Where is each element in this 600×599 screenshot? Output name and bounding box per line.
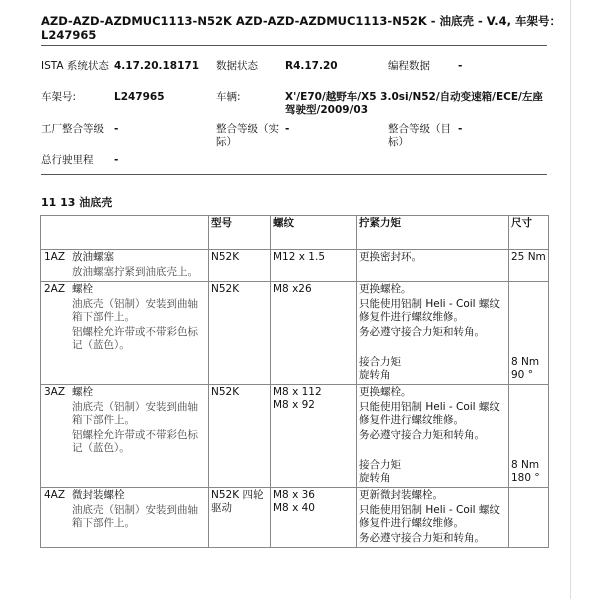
table-row [41,250,549,282]
programming-label: 编程数据 [388,60,430,72]
page-edge-line [570,0,571,599]
instruction-text: 更换螺栓。 [359,386,412,398]
size-cell [509,282,549,385]
vehicle-value: X'/E70/越野车/X5 3.0si/N52/自动变速箱/ECE/左座驾驶型/2009/03 [285,91,543,116]
size-cell [509,488,549,548]
programming-value: - [458,60,463,72]
target-level-value: - [458,123,463,135]
instruction-cell [357,250,509,282]
table-row [41,385,549,488]
position-code: 1AZ [44,251,66,263]
position-desc: 油底壳（铝制）安装到曲轴箱下部件上。 [72,504,198,529]
instruction-text: 更新微封装螺栓。 [359,489,443,501]
section-title: 11 13 油底壳 [41,196,113,209]
ista-value: 4.17.20.18171 [114,60,200,72]
position-desc-2: 铝螺栓允许带或不带彩色标记（蓝色）。 [72,429,198,454]
instruction-cell [357,488,509,548]
factory-level-label: 工厂整合等级 [41,123,104,135]
torque-value: 25 Nm [511,251,546,263]
angle-value: 90 ° [511,369,533,381]
header-thread: 螺纹 [271,216,357,250]
ista-label: ISTA 系统状态 [41,60,109,72]
vin-value: L247965 [114,91,165,103]
target-level-label: 整合等级（目标） [388,123,451,148]
thread-cell: M12 x 1.5 [271,250,357,282]
model-cell: N52K [209,282,271,385]
table-row [41,282,549,385]
mileage-value: - [114,154,119,166]
vin-label: 车架号: [41,91,77,103]
actual-level-label: 整合等级（实际） [216,123,279,148]
angle-label: 旋转角 [359,472,391,484]
document-title: AZD-AZD-AZDMUC1113-N52K AZD-AZD-AZDMUC1113-N52K - 油底壳 - V.4, 车架号：L247965 [41,14,561,42]
instruction-text-3: 务必遵守接合力矩和转角。 [359,532,485,544]
model-cell: N52K [209,250,271,282]
vehicle-label: 车辆: [216,91,241,103]
position-code: 4AZ [44,489,66,501]
model-cell: N52K 四轮驱动 [209,488,271,548]
thread-cell: M8 x 112 M8 x 92 [271,385,357,488]
position-name: 放油螺塞 [72,251,114,263]
info-divider [41,174,547,175]
instruction-cell [357,385,509,488]
instruction-text: 更换螺栓。 [359,283,412,295]
position-cell [41,385,209,488]
size-cell [509,250,549,282]
instruction-text-2: 只能使用铝制 Heli - Coil 螺纹修复件进行螺纹维修。 [359,298,500,323]
instruction-text: 更换密封环。 [359,251,422,263]
position-cell [41,282,209,385]
mileage-label: 总行驶里程 [41,154,94,166]
position-cell [41,250,209,282]
angle-label: 旋转角 [359,369,391,381]
torque-spec-table [40,215,549,548]
data-status-value: R4.17.20 [285,60,338,72]
position-desc: 油底壳（铝制）安装到曲轴箱下部件上。 [72,298,198,323]
instruction-text-2: 只能使用铝制 Heli - Coil 螺纹修复件进行螺纹维修。 [359,504,500,529]
position-desc: 油底壳（铝制）安装到曲轴箱下部件上。 [72,401,198,426]
position-desc: 放油螺塞拧紧到油底壳上。 [72,266,198,278]
model-cell: N52K [209,385,271,488]
instruction-text-3: 务必遵守接合力矩和转角。 [359,326,485,338]
position-code: 2AZ [44,283,66,295]
header-position [41,216,209,250]
instruction-cell [357,282,509,385]
instruction-text-3: 务必遵守接合力矩和转角。 [359,429,485,441]
table-row [41,488,549,548]
size-cell [509,385,549,488]
position-desc-2: 铝螺栓允许带或不带彩色标记（蓝色）。 [72,326,198,351]
header-divider [41,45,547,46]
instruction-text-2: 只能使用铝制 Heli - Coil 螺纹修复件进行螺纹维修。 [359,401,500,426]
data-status-label: 数据状态 [216,60,258,72]
position-name: 螺栓 [72,386,93,398]
position-code: 3AZ [44,386,66,398]
torque-label: 接合力矩 [359,459,401,471]
torque-value: 8 Nm [511,356,540,368]
torque-label: 接合力矩 [359,356,401,368]
factory-level-value: - [114,123,119,135]
header-model: 型号 [209,216,271,250]
position-name: 微封装螺栓 [72,489,125,501]
position-cell [41,488,209,548]
actual-level-value: - [285,123,290,135]
thread-cell: M8 x26 [271,282,357,385]
angle-value: 180 ° [511,472,540,484]
torque-value: 8 Nm [511,459,540,471]
position-name: 螺栓 [72,283,93,295]
header-torque: 拧紧力矩 [357,216,509,250]
table-header-row [41,216,549,250]
header-size: 尺寸 [509,216,549,250]
thread-cell: M8 x 36 M8 x 40 [271,488,357,548]
